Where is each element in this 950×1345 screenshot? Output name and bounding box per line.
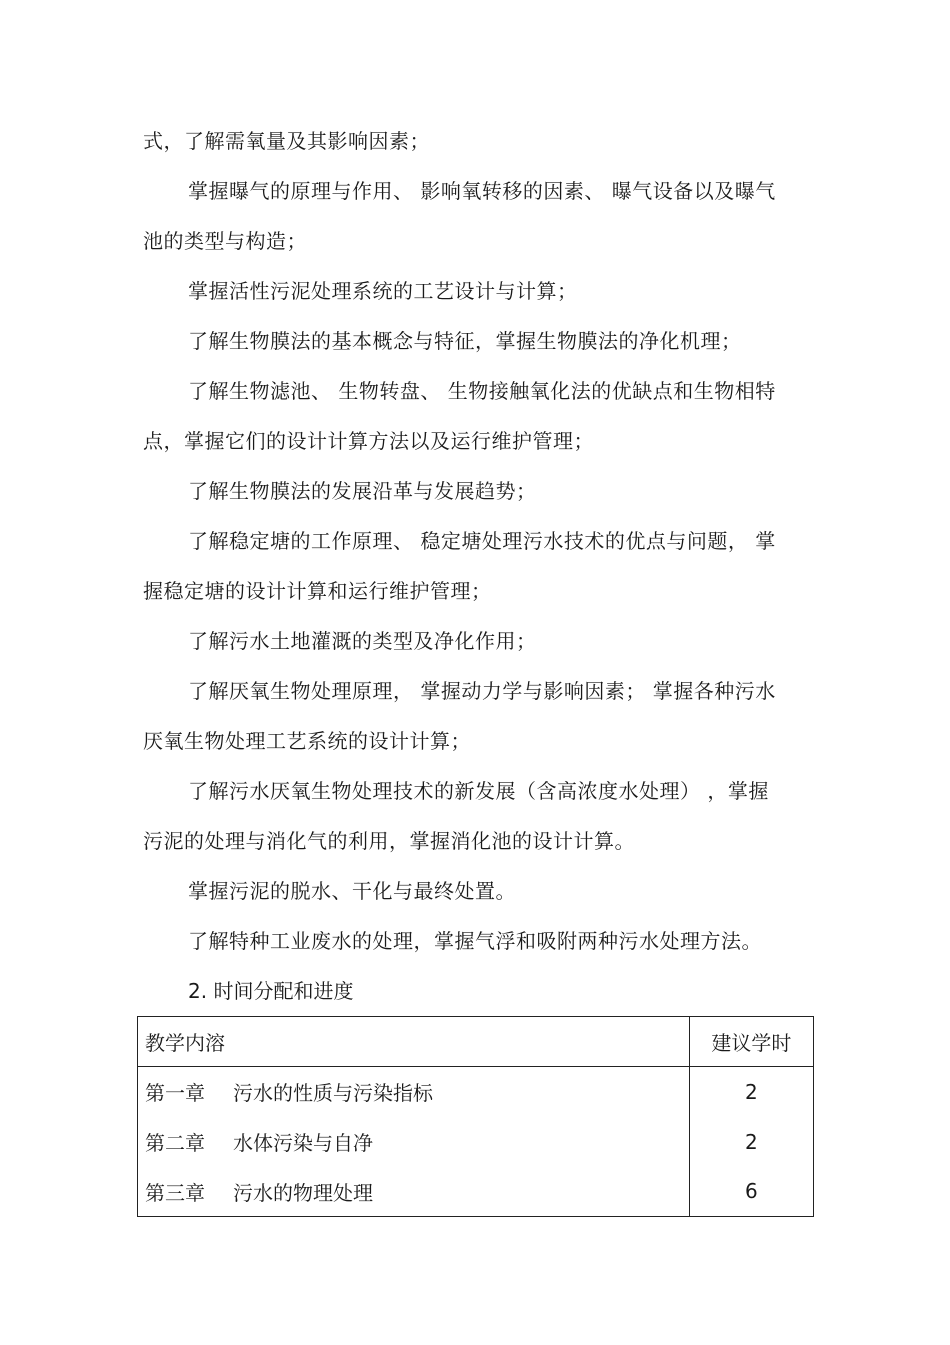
row-content xyxy=(138,1067,690,1117)
text-line: 了解污水土地灌溉的类型及净化作用； xyxy=(188,629,537,653)
header-content: 教学内溶 xyxy=(138,1017,690,1067)
text-line: 点，掌握它们的设计计算方法以及运行维护管理； xyxy=(143,429,594,453)
text-line: 厌氧生物处理工艺系统的设计计算； xyxy=(143,729,471,753)
table-header-row xyxy=(138,1017,814,1067)
text-line: 了解厌氧生物处理原理， 掌握动力学与影响因素； 掌握各种污水 xyxy=(188,679,776,703)
table-row xyxy=(138,1117,814,1167)
chapter-number: 第一章 xyxy=(145,1081,205,1106)
text-line: 了解污水厌氧生物处理技术的新发展（含高浓度水处理） ，掌握 xyxy=(188,779,769,803)
row-hours: 2 xyxy=(744,1079,758,1104)
text-line: 掌握活性污泥处理系统的工艺设计与计算； xyxy=(188,279,578,303)
text-line: 了解生物膜法的基本概念与特征，掌握生物膜法的净化机理； xyxy=(188,329,742,353)
row-content xyxy=(138,1117,690,1167)
text-line: 池的类型与构造； xyxy=(143,229,307,253)
text-line: 握稳定塘的设计计算和运行维护管理； xyxy=(143,579,492,603)
text-line: 掌握曝气的原理与作用、 影响氧转移的因素、 曝气设备以及曝气 xyxy=(188,179,776,203)
row-hours: 2 xyxy=(744,1129,758,1154)
text-line: 式，了解需氧量及其影响因素； xyxy=(143,129,430,153)
chapter-title: 水体污染与自净 xyxy=(233,1131,373,1155)
chapter-title: 污水的物理处理 xyxy=(233,1180,373,1205)
row-hours: 6 xyxy=(744,1179,758,1204)
text-line: 了解稳定塘的工作原理、 稳定塘处理污水技术的优点与问题， 掌 xyxy=(188,529,776,553)
header-hours: 建议学时 xyxy=(711,1031,792,1055)
text-line: 掌握污泥的脱水、干化与最终处置。 xyxy=(188,879,516,903)
row-content xyxy=(138,1167,690,1217)
text-line: 了解特种工业废水的处理，掌握气浮和吸附两种污水处理方法。 xyxy=(188,929,762,953)
schedule-table xyxy=(137,1016,814,1217)
text-line: 了解生物滤池、 生物转盘、 生物接触氧化法的优缺点和生物相特 xyxy=(188,379,776,403)
chapter-number: 第三章 xyxy=(145,1180,205,1205)
chapter-title: 污水的性质与污染指标 xyxy=(233,1081,433,1106)
table-row xyxy=(138,1067,814,1117)
chapter-number: 第二章 xyxy=(145,1131,205,1155)
text-line: 了解生物膜法的发展沿革与发展趋势； xyxy=(188,479,537,503)
text-line: 污泥的处理与消化气的利用，掌握消化池的设计计算。 xyxy=(143,829,635,853)
section-heading: 2. 时间分配和进度 xyxy=(188,979,354,1003)
table-row xyxy=(138,1167,814,1217)
